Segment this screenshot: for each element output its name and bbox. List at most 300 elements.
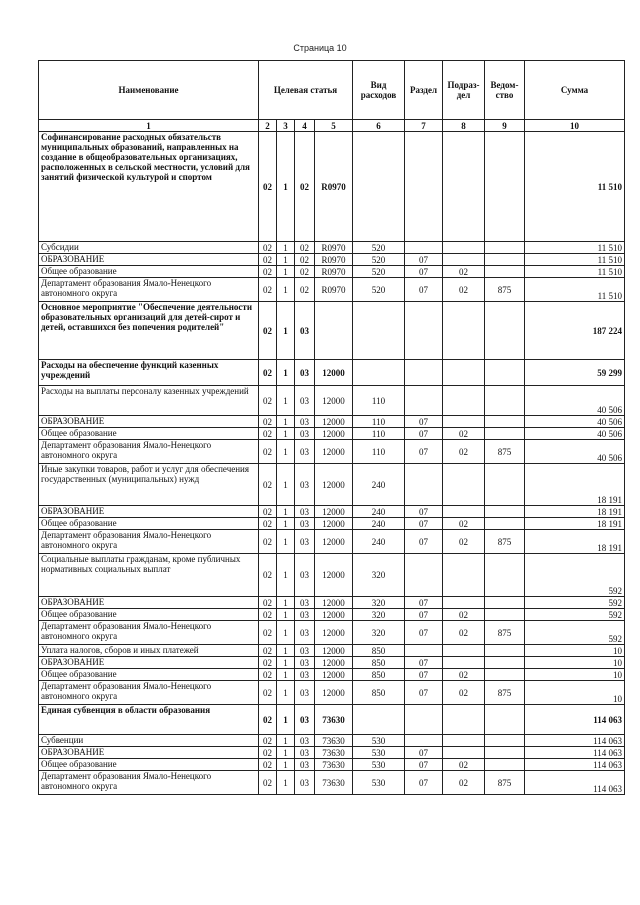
row-code-event: 03 — [295, 530, 315, 554]
row-department — [485, 302, 525, 360]
row-section: 07 — [405, 621, 443, 645]
row-code-direction: 73630 — [315, 747, 353, 759]
row-code-direction: 12000 — [315, 657, 353, 669]
row-department — [485, 669, 525, 681]
row-code-direction: 12000 — [315, 464, 353, 506]
row-amount: 40 506 — [525, 440, 625, 464]
column-number: 8 — [443, 120, 485, 132]
table-row — [39, 621, 625, 645]
row-code-event: 03 — [295, 747, 315, 759]
row-amount: 11 510 — [525, 254, 625, 266]
row-name: Департамент образования Ямало-Ненецкого автономного округа — [39, 771, 259, 795]
row-amount: 11 510 — [525, 278, 625, 302]
row-expense-type: 520 — [353, 266, 405, 278]
row-code-subprogram: 1 — [277, 242, 295, 254]
row-code-direction: R0970 — [315, 254, 353, 266]
row-subsection — [443, 386, 485, 416]
row-section: 07 — [405, 609, 443, 621]
row-amount: 11 510 — [525, 266, 625, 278]
row-name: Общее образование — [39, 266, 259, 278]
row-code-direction: 73630 — [315, 705, 353, 735]
row-expense-type: 850 — [353, 669, 405, 681]
row-code-subprogram: 1 — [277, 621, 295, 645]
row-section: 07 — [405, 747, 443, 759]
row-subsection: 02 — [443, 681, 485, 705]
row-section: 07 — [405, 759, 443, 771]
row-code-direction: 12000 — [315, 386, 353, 416]
table-row — [39, 428, 625, 440]
header-section: Раздел — [405, 61, 443, 120]
column-number: 1 — [39, 120, 259, 132]
row-code-direction: 73630 — [315, 759, 353, 771]
row-code-subprogram: 1 — [277, 278, 295, 302]
row-section — [405, 360, 443, 386]
row-code-subprogram: 1 — [277, 771, 295, 795]
row-code-event: 03 — [295, 621, 315, 645]
row-code-event: 03 — [295, 428, 315, 440]
row-amount: 592 — [525, 597, 625, 609]
row-name: Расходы на выплаты персоналу казенных учреждений — [39, 386, 259, 416]
table-row — [39, 132, 625, 242]
row-expense-type: 320 — [353, 609, 405, 621]
row-subsection: 02 — [443, 771, 485, 795]
row-code-direction: 12000 — [315, 669, 353, 681]
row-code-subprogram: 1 — [277, 132, 295, 242]
row-department — [485, 735, 525, 747]
row-name: Департамент образования Ямало-Ненецкого автономного округа — [39, 440, 259, 464]
table-row — [39, 645, 625, 657]
row-code-program: 02 — [259, 657, 277, 669]
row-code-direction: R0970 — [315, 266, 353, 278]
row-department: 875 — [485, 530, 525, 554]
column-number: 10 — [525, 120, 625, 132]
table-row — [39, 657, 625, 669]
row-section: 07 — [405, 597, 443, 609]
row-code-program: 02 — [259, 681, 277, 705]
row-name: Общее образование — [39, 759, 259, 771]
row-amount: 10 — [525, 681, 625, 705]
row-amount: 40 506 — [525, 416, 625, 428]
row-name: ОБРАЗОВАНИЕ — [39, 597, 259, 609]
row-code-subprogram: 1 — [277, 554, 295, 597]
row-section: 07 — [405, 518, 443, 530]
row-subsection — [443, 554, 485, 597]
row-amount: 11 510 — [525, 132, 625, 242]
row-department — [485, 554, 525, 597]
header-amount: Сумма — [525, 61, 625, 120]
row-department — [485, 759, 525, 771]
row-code-program: 02 — [259, 669, 277, 681]
budget-table — [38, 60, 625, 795]
row-code-subprogram: 1 — [277, 440, 295, 464]
row-amount: 10 — [525, 669, 625, 681]
row-name: Общее образование — [39, 428, 259, 440]
row-code-event: 03 — [295, 360, 315, 386]
row-code-direction: 12000 — [315, 360, 353, 386]
column-number: 7 — [405, 120, 443, 132]
row-subsection — [443, 657, 485, 669]
row-expense-type: 240 — [353, 506, 405, 518]
row-amount: 114 063 — [525, 747, 625, 759]
row-amount: 592 — [525, 621, 625, 645]
row-section: 07 — [405, 266, 443, 278]
table-body — [39, 132, 625, 795]
row-section: 07 — [405, 506, 443, 518]
row-code-direction: 73630 — [315, 735, 353, 747]
row-name: Уплата налогов, сборов и иных платежей — [39, 645, 259, 657]
row-name: Департамент образования Ямало-Ненецкого автономного округа — [39, 681, 259, 705]
row-expense-type: 240 — [353, 530, 405, 554]
row-section — [405, 242, 443, 254]
row-expense-type — [353, 360, 405, 386]
row-section — [405, 464, 443, 506]
table-row — [39, 416, 625, 428]
row-name: Общее образование — [39, 669, 259, 681]
row-department — [485, 428, 525, 440]
table-row — [39, 747, 625, 759]
row-code-subprogram: 1 — [277, 645, 295, 657]
row-code-direction: 12000 — [315, 506, 353, 518]
row-amount: 114 063 — [525, 771, 625, 795]
row-department — [485, 506, 525, 518]
page-label: Страница 10 — [293, 43, 347, 53]
row-code-program: 02 — [259, 705, 277, 735]
row-amount: 114 063 — [525, 735, 625, 747]
row-expense-type: 530 — [353, 759, 405, 771]
row-code-subprogram: 1 — [277, 416, 295, 428]
row-subsection: 02 — [443, 518, 485, 530]
row-subsection — [443, 705, 485, 735]
row-department: 875 — [485, 440, 525, 464]
row-expense-type — [353, 705, 405, 735]
table-row — [39, 669, 625, 681]
row-name: Социальные выплаты гражданам, кроме публичных нормативных социальных выплат — [39, 554, 259, 597]
row-code-event: 03 — [295, 759, 315, 771]
row-subsection — [443, 242, 485, 254]
row-amount: 18 191 — [525, 464, 625, 506]
row-code-program: 02 — [259, 440, 277, 464]
column-number: 2 — [259, 120, 277, 132]
row-code-subprogram: 1 — [277, 518, 295, 530]
row-code-program: 02 — [259, 428, 277, 440]
row-department: 875 — [485, 278, 525, 302]
row-subsection — [443, 416, 485, 428]
column-number: 5 — [315, 120, 353, 132]
row-code-program: 02 — [259, 621, 277, 645]
row-section: 07 — [405, 657, 443, 669]
row-section — [405, 645, 443, 657]
header-row — [39, 61, 625, 120]
row-subsection — [443, 506, 485, 518]
row-name: ОБРАЗОВАНИЕ — [39, 254, 259, 266]
row-subsection: 02 — [443, 669, 485, 681]
row-code-program: 02 — [259, 416, 277, 428]
table-row — [39, 759, 625, 771]
row-code-direction — [315, 302, 353, 360]
column-number: 4 — [295, 120, 315, 132]
row-section: 07 — [405, 530, 443, 554]
header-target: Целевая статья — [259, 61, 353, 120]
row-code-event: 03 — [295, 609, 315, 621]
row-code-program: 02 — [259, 506, 277, 518]
column-number: 3 — [277, 120, 295, 132]
row-expense-type: 520 — [353, 254, 405, 266]
row-code-program: 02 — [259, 386, 277, 416]
row-amount: 114 063 — [525, 759, 625, 771]
row-code-program: 02 — [259, 360, 277, 386]
row-code-subprogram: 1 — [277, 735, 295, 747]
row-department — [485, 464, 525, 506]
row-expense-type: 520 — [353, 278, 405, 302]
row-code-subprogram: 1 — [277, 302, 295, 360]
row-code-event: 03 — [295, 681, 315, 705]
row-code-program: 02 — [259, 645, 277, 657]
row-name: Общее образование — [39, 609, 259, 621]
row-code-program: 02 — [259, 278, 277, 302]
row-section: 07 — [405, 428, 443, 440]
row-code-subprogram: 1 — [277, 597, 295, 609]
table-row — [39, 506, 625, 518]
row-code-direction: 12000 — [315, 518, 353, 530]
row-code-program: 02 — [259, 759, 277, 771]
row-name: Департамент образования Ямало-Ненецкого автономного округа — [39, 278, 259, 302]
row-expense-type: 530 — [353, 735, 405, 747]
row-subsection: 02 — [443, 621, 485, 645]
table-row — [39, 440, 625, 464]
row-code-event: 03 — [295, 705, 315, 735]
row-code-event: 02 — [295, 266, 315, 278]
row-name: ОБРАЗОВАНИЕ — [39, 416, 259, 428]
row-code-subprogram: 1 — [277, 705, 295, 735]
row-name: Софинансирование расходных обязательств муниципальных образований, направленных на создание в общеобразовательных организациях, расположенных в сельской местности, условий для занятий физической культурой и спортом — [39, 132, 259, 242]
row-subsection — [443, 747, 485, 759]
table-row — [39, 609, 625, 621]
header-subsection: Подраз-дел — [443, 61, 485, 120]
row-department — [485, 705, 525, 735]
column-number-row — [39, 120, 625, 132]
row-amount: 11 510 — [525, 242, 625, 254]
row-department: 875 — [485, 771, 525, 795]
header-expense-type: Вид расходов — [353, 61, 405, 120]
row-code-event: 03 — [295, 645, 315, 657]
row-subsection — [443, 645, 485, 657]
row-expense-type — [353, 302, 405, 360]
row-expense-type: 850 — [353, 645, 405, 657]
row-subsection: 02 — [443, 530, 485, 554]
row-code-event: 03 — [295, 440, 315, 464]
row-code-event: 02 — [295, 254, 315, 266]
row-code-subprogram: 1 — [277, 530, 295, 554]
table-row — [39, 278, 625, 302]
row-code-program: 02 — [259, 554, 277, 597]
row-code-program: 02 — [259, 254, 277, 266]
row-subsection: 02 — [443, 759, 485, 771]
row-amount: 18 191 — [525, 530, 625, 554]
row-section: 07 — [405, 278, 443, 302]
row-code-subprogram: 1 — [277, 759, 295, 771]
table-row — [39, 705, 625, 735]
row-code-direction: 12000 — [315, 621, 353, 645]
row-code-subprogram: 1 — [277, 657, 295, 669]
row-amount: 40 506 — [525, 386, 625, 416]
row-code-event: 03 — [295, 464, 315, 506]
row-code-subprogram: 1 — [277, 669, 295, 681]
header-department: Ведом-ство — [485, 61, 525, 120]
row-amount: 592 — [525, 554, 625, 597]
row-code-program: 02 — [259, 530, 277, 554]
row-expense-type — [353, 132, 405, 242]
row-subsection — [443, 302, 485, 360]
row-section: 07 — [405, 254, 443, 266]
row-department — [485, 747, 525, 759]
row-code-program: 02 — [259, 266, 277, 278]
column-number: 6 — [353, 120, 405, 132]
row-expense-type: 110 — [353, 440, 405, 464]
row-section — [405, 386, 443, 416]
row-code-event: 03 — [295, 386, 315, 416]
row-department — [485, 657, 525, 669]
row-amount: 187 224 — [525, 302, 625, 360]
table-row — [39, 266, 625, 278]
row-code-direction: 12000 — [315, 440, 353, 464]
row-department — [485, 386, 525, 416]
row-expense-type: 110 — [353, 386, 405, 416]
row-code-subprogram: 1 — [277, 681, 295, 705]
row-section: 07 — [405, 440, 443, 464]
row-code-event: 03 — [295, 518, 315, 530]
row-subsection — [443, 464, 485, 506]
row-expense-type: 520 — [353, 242, 405, 254]
row-code-direction: 12000 — [315, 645, 353, 657]
row-code-event: 03 — [295, 302, 315, 360]
row-subsection — [443, 254, 485, 266]
row-code-direction: 12000 — [315, 428, 353, 440]
row-code-event: 02 — [295, 132, 315, 242]
row-amount: 18 191 — [525, 506, 625, 518]
row-code-direction: 12000 — [315, 530, 353, 554]
row-code-event: 03 — [295, 554, 315, 597]
row-name: Департамент образования Ямало-Ненецкого автономного округа — [39, 621, 259, 645]
row-subsection — [443, 597, 485, 609]
row-section: 07 — [405, 416, 443, 428]
table-row — [39, 518, 625, 530]
table-row — [39, 771, 625, 795]
row-expense-type: 320 — [353, 554, 405, 597]
row-name: ОБРАЗОВАНИЕ — [39, 747, 259, 759]
row-expense-type: 530 — [353, 747, 405, 759]
row-expense-type: 320 — [353, 621, 405, 645]
row-code-program: 02 — [259, 597, 277, 609]
row-code-subprogram: 1 — [277, 360, 295, 386]
table-row — [39, 530, 625, 554]
row-code-direction: 73630 — [315, 771, 353, 795]
row-amount: 114 063 — [525, 705, 625, 735]
row-expense-type: 850 — [353, 681, 405, 705]
row-code-event: 03 — [295, 657, 315, 669]
row-department — [485, 266, 525, 278]
table-row — [39, 302, 625, 360]
row-section — [405, 554, 443, 597]
row-expense-type: 110 — [353, 416, 405, 428]
row-department — [485, 518, 525, 530]
row-department — [485, 597, 525, 609]
table-row — [39, 464, 625, 506]
row-amount: 18 191 — [525, 518, 625, 530]
row-name: Департамент образования Ямало-Ненецкого автономного округа — [39, 530, 259, 554]
row-name: Расходы на обеспечение функций казенных учреждений — [39, 360, 259, 386]
row-section — [405, 302, 443, 360]
row-name: Субвенции — [39, 735, 259, 747]
row-department — [485, 132, 525, 242]
row-code-direction: R0970 — [315, 278, 353, 302]
row-expense-type: 320 — [353, 597, 405, 609]
row-department: 875 — [485, 621, 525, 645]
row-code-event: 03 — [295, 771, 315, 795]
row-code-subprogram: 1 — [277, 506, 295, 518]
row-name: Иные закупки товаров, работ и услуг для обеспечения государственных (муниципальных) нужд — [39, 464, 259, 506]
row-code-program: 02 — [259, 302, 277, 360]
row-code-direction: 12000 — [315, 681, 353, 705]
row-name: Субсидии — [39, 242, 259, 254]
row-code-program: 02 — [259, 464, 277, 506]
table-row — [39, 681, 625, 705]
row-code-direction: R0970 — [315, 132, 353, 242]
row-subsection: 02 — [443, 609, 485, 621]
row-name: Основное мероприятие "Обеспечение деятельности образовательных организаций для детей-сирот и детей, оставшихся без попечения родителей" — [39, 302, 259, 360]
row-amount: 40 506 — [525, 428, 625, 440]
row-subsection — [443, 132, 485, 242]
row-subsection: 02 — [443, 440, 485, 464]
row-code-event: 02 — [295, 242, 315, 254]
row-code-event: 02 — [295, 278, 315, 302]
row-section — [405, 132, 443, 242]
row-expense-type: 530 — [353, 771, 405, 795]
row-department: 875 — [485, 681, 525, 705]
row-section: 07 — [405, 771, 443, 795]
row-code-direction: 12000 — [315, 554, 353, 597]
row-code-direction: 12000 — [315, 609, 353, 621]
row-code-program: 02 — [259, 242, 277, 254]
row-expense-type: 240 — [353, 464, 405, 506]
row-department — [485, 242, 525, 254]
row-code-event: 03 — [295, 735, 315, 747]
row-subsection — [443, 360, 485, 386]
row-amount: 59 299 — [525, 360, 625, 386]
row-code-direction: R0970 — [315, 242, 353, 254]
row-name: Общее образование — [39, 518, 259, 530]
table-row — [39, 386, 625, 416]
column-number: 9 — [485, 120, 525, 132]
table-row — [39, 735, 625, 747]
row-code-subprogram: 1 — [277, 428, 295, 440]
table-row — [39, 360, 625, 386]
row-department — [485, 416, 525, 428]
row-code-program: 02 — [259, 132, 277, 242]
row-code-subprogram: 1 — [277, 747, 295, 759]
row-name: Единая субвенция в области образования — [39, 705, 259, 735]
row-code-event: 03 — [295, 506, 315, 518]
row-code-direction: 12000 — [315, 597, 353, 609]
row-amount: 10 — [525, 645, 625, 657]
row-code-event: 03 — [295, 597, 315, 609]
table-row — [39, 597, 625, 609]
row-code-program: 02 — [259, 747, 277, 759]
row-code-program: 02 — [259, 518, 277, 530]
row-department — [485, 645, 525, 657]
row-section: 07 — [405, 669, 443, 681]
row-expense-type: 240 — [353, 518, 405, 530]
row-subsection — [443, 735, 485, 747]
